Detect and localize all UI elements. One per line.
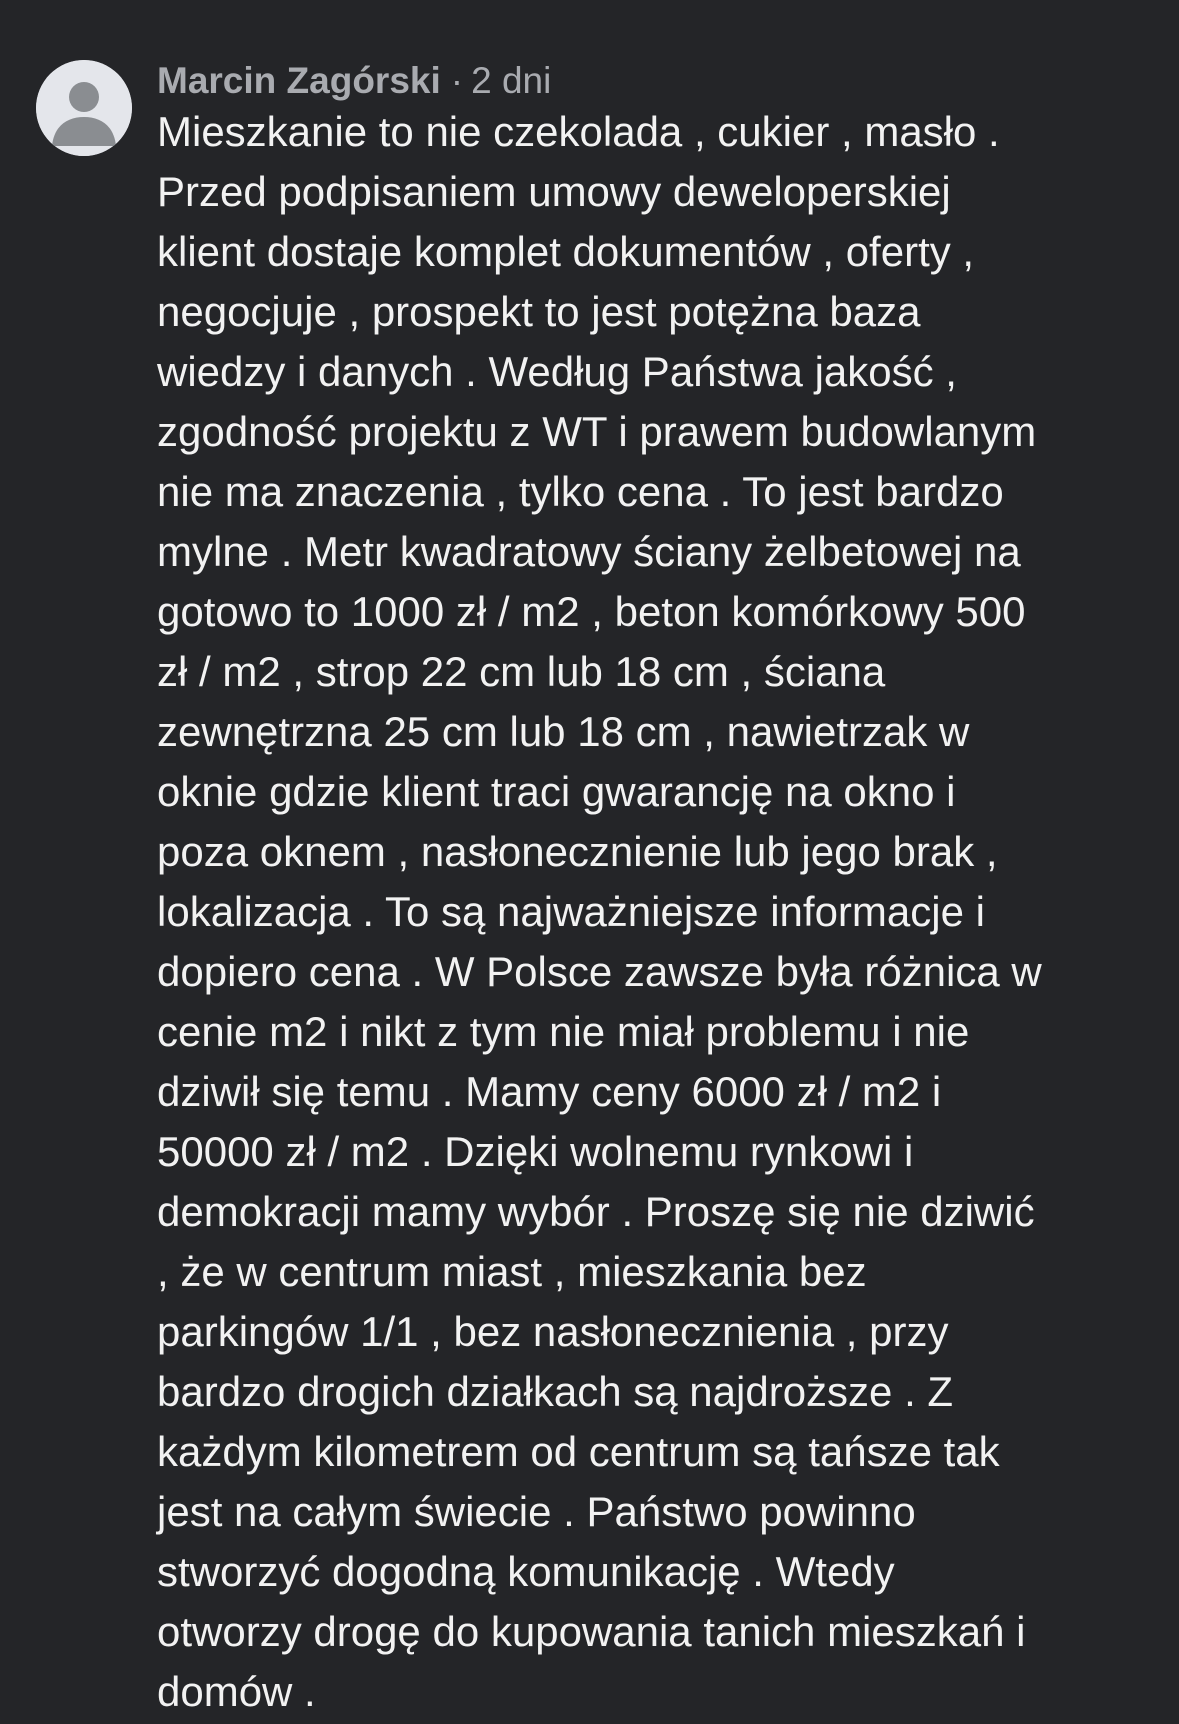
comment-text-line: 50000 zł / m2 . Dzięki wolnemu rynkowi i [157, 1128, 914, 1175]
comment-text-line: demokracji mamy wybór . Proszę się nie dziwić [157, 1188, 1035, 1235]
comment-text-line: klient dostaje komplet dokumentów , oferty , [157, 228, 975, 275]
meta-separator: · [450, 60, 464, 101]
comment-text-line: domów . [157, 1668, 316, 1715]
comment-text-line: lokalizacja . To są najważniejsze informacje i [157, 888, 985, 935]
user-avatar-icon[interactable] [36, 60, 132, 156]
author-name[interactable]: Marcin Zagórski [157, 60, 441, 101]
comment-meta [157, 56, 1167, 106]
comment-text-line: parkingów 1/1 , bez nasłonecznienia , przy [157, 1308, 949, 1355]
comment-text-line: każdym kilometrem od centrum są tańsze tak [157, 1428, 1000, 1475]
comment-text-line: Mieszkanie to nie czekolada , cukier , masło . [157, 108, 1000, 155]
comment-text-line: jest na całym świecie . Państwo powinno [157, 1488, 916, 1535]
comment-text-line: cenie m2 i nikt z tym nie miał problemu i nie [157, 1008, 970, 1055]
comment-text-line: nie ma znaczenia , tylko cena . To jest bardzo [157, 468, 1004, 515]
comment-text-line: dopiero cena . W Polsce zawsze była różnica w [157, 948, 1042, 995]
comment-text-line: poza oknem , nasłonecznienie lub jego brak , [157, 828, 998, 875]
comment-text-line: negocjuje , prospekt to jest potężna baza [157, 288, 921, 335]
comment-text-line: zewnętrzna 25 cm lub 18 cm , nawietrzak w [157, 708, 970, 755]
comment-text [157, 102, 1167, 1722]
comment-body [157, 56, 1167, 1722]
comment-text-line: wiedzy i danych . Według Państwa jakość , [157, 348, 957, 395]
comment-text-line: bardzo drogich działkach są najdroższe . Z [157, 1368, 954, 1415]
comment-text-line: zgodność projektu z WT i prawem budowlanym [157, 408, 1037, 455]
comment-text-line: otworzy drogę do kupowania tanich mieszkań i [157, 1608, 1026, 1655]
comment-text-line: oknie gdzie klient traci gwarancję na okno i [157, 768, 956, 815]
comment-timestamp[interactable]: 2 dni [471, 60, 552, 101]
default-user-avatar-icon [36, 60, 132, 156]
comment-text-line: stworzyć dogodną komunikację . Wtedy [157, 1548, 895, 1595]
comment-text-line: Przed podpisaniem umowy deweloperskiej [157, 168, 951, 215]
comment-text-line: mylne . Metr kwadratowy ściany żelbetowej na [157, 528, 1021, 575]
comment-text-line: dziwił się temu . Mamy ceny 6000 zł / m2 i [157, 1068, 942, 1115]
comment-text-line: , że w centrum miast , mieszkania bez [157, 1248, 867, 1295]
comment-text-line: gotowo to 1000 zł / m2 , beton komórkowy 500 [157, 588, 1026, 635]
comment-text-line: zł / m2 , strop 22 cm lub 18 cm , ściana [157, 648, 886, 695]
